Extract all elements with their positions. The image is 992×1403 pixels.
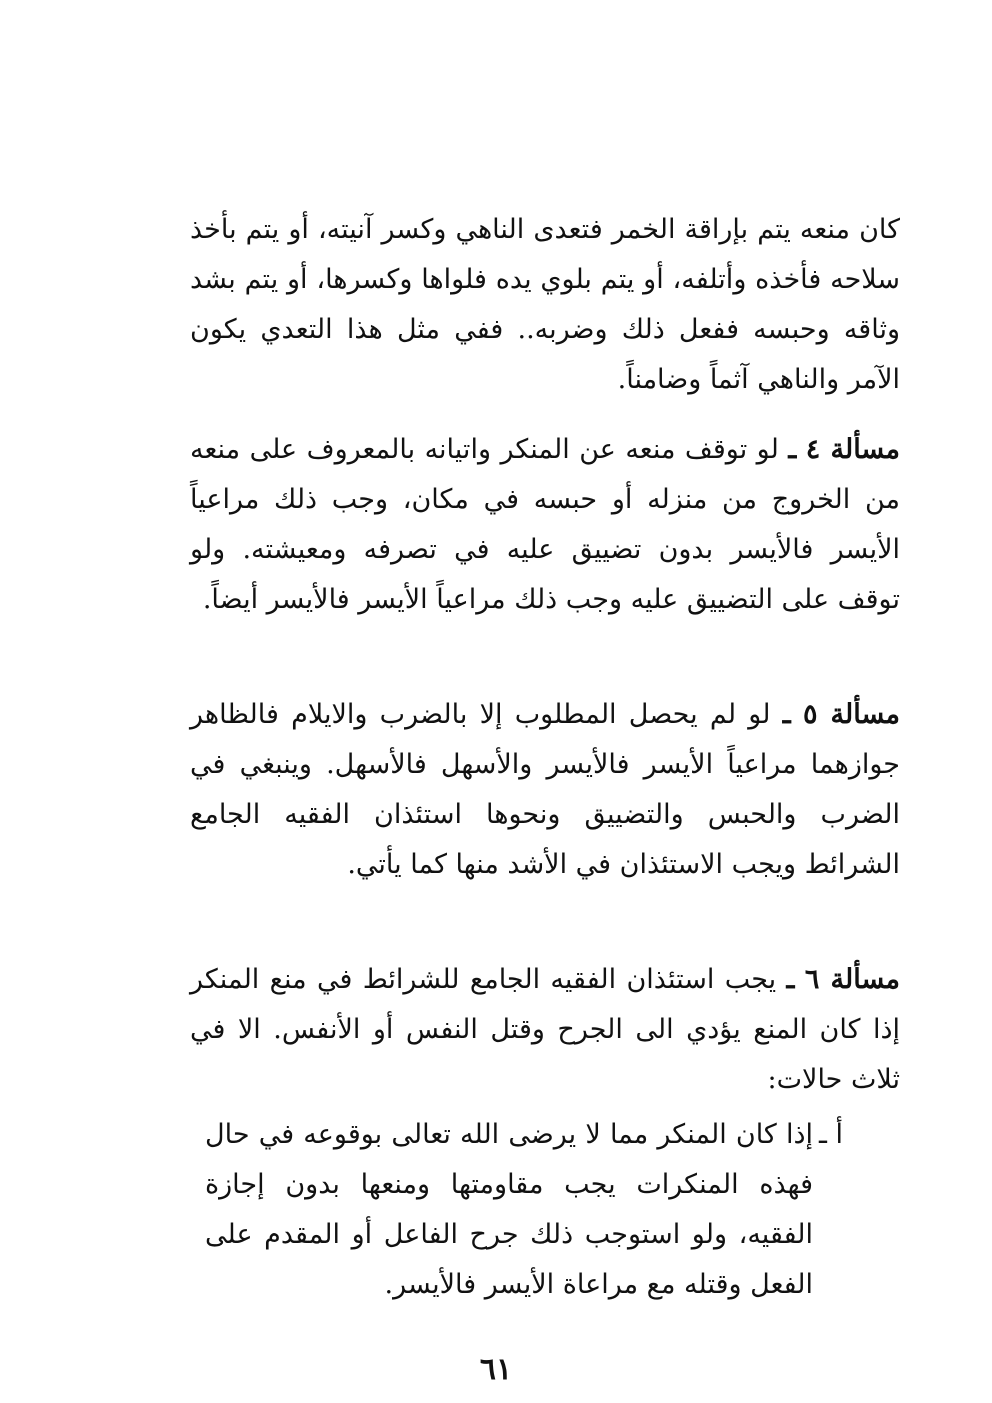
case-a-text: إذا كان المنكر مما لا يرضى الله تعالى بوقوعه في حال فهذه المنكرات يجب مقاومتها ومنعها بدون إجازة الفقيه، ولو استوجب ذلك جرح الفاعل أو المقدم على الفعل وقتله مع مراعاة الأيسر فالأيسر. xyxy=(205,1119,813,1300)
issue-4-label: مسألة ٤ xyxy=(805,434,900,465)
issue-6-label: مسألة ٦ xyxy=(804,964,900,995)
issue-5-text: لو لم يحصل المطلوب إلا بالضرب والايلام فالظاهر جوازهما مراعياً الأيسر فالأيسر والأسهل فالأسهل. وينبغي في الضرب والحبس والتضييق ونحوها استئذان الفقيه الجامع الشرائط ويجب الاستئذان في الأشد منها كما يأتي. xyxy=(190,699,900,880)
issue-5-body xyxy=(190,690,900,890)
issue-4-dash: ـ xyxy=(788,434,797,465)
paragraph-intro-text: كان منعه يتم بإراقة الخمر فتعدى الناهي وكسر آنيته، أو يتم بأخذ سلاحه فأخذه وأتلفه، أو يتم بلوي يده فلواها وكسرها، أو يتم بشد وثاقه وحبسه ففعل ذلك وضربه.. ففي مثل هذا التعدي يكون الآمر والناهي آثماً وضامناً. xyxy=(190,214,900,395)
paragraph-issue-5 xyxy=(190,690,900,890)
issue-4-text: لو توقف منعه عن المنكر واتيانه بالمعروف على منعه من الخروج من منزله أو حبسه في مكان، وجب ذلك مراعياً الأيسر فالأيسر بدون تضييق عليه في تصرفه ومعيشته. ولو توقف على التضييق عليه وجب ذلك مراعياً الأيسر فالأيسر أيضاً. xyxy=(190,434,900,615)
issue-5-label: مسألة ٥ xyxy=(802,699,900,730)
paragraph-intro xyxy=(190,205,900,405)
paragraph-issue-6 xyxy=(190,955,900,1105)
case-a-marker: أ ـ xyxy=(819,1119,843,1150)
issue-6-text: يجب استئذان الفقيه الجامع للشرائط في منع المنكر إذا كان المنع يؤدي الى الجرح وقتل النفس أو الأنفس. الا في ثلاث حالات: xyxy=(190,964,900,1095)
issue-5-dash: ـ xyxy=(782,699,791,730)
issue-4-body xyxy=(190,425,900,625)
case-a-item xyxy=(205,1110,843,1310)
paragraph-issue-4 xyxy=(190,425,900,625)
issue-6-dash: ـ xyxy=(786,964,795,995)
issue-6-body xyxy=(190,955,900,1105)
page-number: ٦١ xyxy=(479,1352,513,1387)
